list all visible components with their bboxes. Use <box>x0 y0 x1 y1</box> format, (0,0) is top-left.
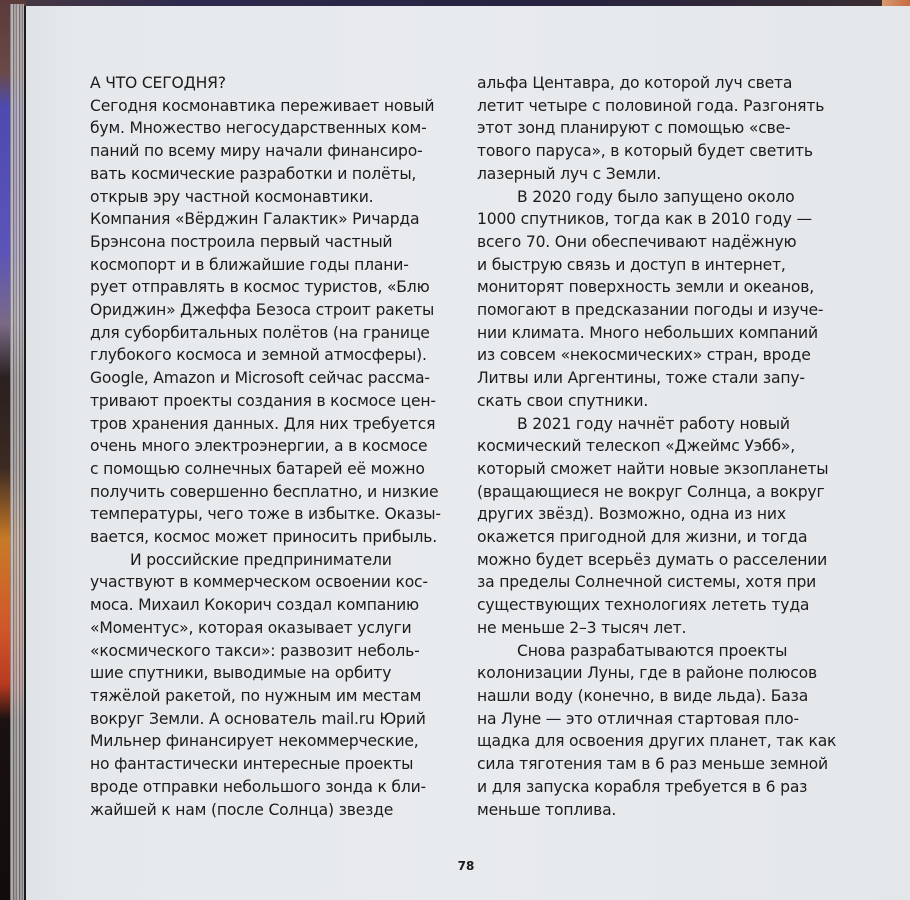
text-line: Google, Amazon и Microsoft сейчас рассма- <box>90 369 430 388</box>
text-line: меньше топлива. <box>477 800 617 819</box>
text-line: тяжёлой ракетой, по нужным им местам <box>90 686 422 705</box>
text-line: лазерный луч с Земли. <box>477 164 662 183</box>
right-column-body <box>477 72 857 821</box>
text-line: космопорт и в ближайшие годы плани- <box>90 255 409 274</box>
text-line: вроде отправки небольшого зонда к бли- <box>90 777 426 796</box>
text-line: получить совершенно бесплатно, и низкие <box>90 482 439 501</box>
text-line: скать свои спутники. <box>477 391 649 410</box>
text-line: этот зонд планируют с помощью «све- <box>477 119 791 138</box>
text-line: «Моментус», которая оказывает услуги <box>90 618 412 637</box>
right-column <box>477 72 857 821</box>
text-line: помогают в предсказании погоды и изуче- <box>477 301 824 320</box>
text-line: Литвы или Аргентины, тоже стали запу- <box>477 369 805 388</box>
text-line: можно будет всерьёз думать о расселении <box>477 550 828 569</box>
text-line: за пределы Солнечной системы, хотя при <box>477 573 817 592</box>
book-page <box>24 6 910 900</box>
text-line: тривают проекты создания в космосе цен- <box>90 391 436 410</box>
page-stack-edges <box>10 4 24 900</box>
text-line: летит четыре с половиной года. Разгонять <box>477 96 825 115</box>
text-line: Ориджин» Джеффа Безоса строит ракеты <box>90 301 435 320</box>
text-line: В 2021 году начнёт работу новый <box>517 414 790 433</box>
text-line: щадка для освоения других планет, так как <box>477 732 837 751</box>
text-line: открыв эру частной космонавтики. <box>90 187 374 206</box>
text-line: который сможет найти новые экзопланеты <box>477 459 829 478</box>
text-line: всего 70. Они обеспечивают надёжную <box>477 232 797 251</box>
text-line: шие спутники, выводимые на орбиту <box>90 664 392 683</box>
text-line: для суборбитальных полётов (на границе <box>90 323 430 342</box>
text-line: Снова разрабатываются проекты <box>517 641 788 660</box>
text-line: вается, космос может приносить прибыль. <box>90 528 438 547</box>
text-line: нашли воду (конечно, в виде льда). База <box>477 686 809 705</box>
text-line: участвуют в коммерческом освоении кос- <box>90 573 428 592</box>
text-line: не меньше 2–3 тысяч лет. <box>477 618 687 637</box>
text-line: с помощью солнечных батарей её можно <box>90 459 425 478</box>
text-line: космический телескоп «Джеймс Уэбб», <box>477 437 795 456</box>
text-line: жайшей к нам (после Солнца) звезде <box>90 800 394 819</box>
text-line: мониторят поверхность земли и океанов, <box>477 278 814 297</box>
text-line: вать космические разработки и полёты, <box>90 164 417 183</box>
text-line: рует отправлять в космос туристов, «Блю <box>90 278 430 297</box>
text-line: окажется пригодной для жизни, и тогда <box>477 528 808 547</box>
text-line: и для запуска корабля требуется в 6 раз <box>477 777 808 796</box>
text-line: (вращающиеся не вокруг Солнца, а вокруг <box>477 482 825 501</box>
text-line: альфа Центавра, до которой луч света <box>477 74 793 92</box>
section-heading: А ЧТО СЕГОДНЯ? <box>90 74 226 92</box>
text-line: 1000 спутников, тогда как в 2010 году — <box>477 210 812 229</box>
page-number: 78 <box>457 859 475 873</box>
text-line: В 2020 году было запущено около <box>517 187 795 206</box>
text-line: паний по всему миру начали финансиро- <box>90 142 423 161</box>
text-line: других звёзд). Возможно, одна из них <box>477 505 786 524</box>
text-line: бум. Множество негосударственных ком- <box>90 119 427 138</box>
text-line: Сегодня космонавтика переживает новый <box>90 96 435 115</box>
text-line: тового паруса», в который будет светить <box>477 142 813 161</box>
text-line: температуры, чего тоже в избытке. Оказы- <box>90 505 441 524</box>
left-column-body <box>90 95 470 822</box>
text-line: существующих технологиях лететь туда <box>477 596 810 615</box>
left-column <box>90 72 470 821</box>
text-line: глубокого космоса и земной атмосферы). <box>90 346 427 365</box>
text-line: моса. Михаил Кокорич создал компанию <box>90 596 419 615</box>
text-line: нии климата. Много небольших компаний <box>477 323 818 342</box>
text-line: сила тяготения там в 6 раз меньше земной <box>477 755 828 774</box>
text-line: и быструю связь и доступ в интернет, <box>477 255 786 274</box>
text-line: «космического такси»: развозит неболь- <box>90 641 420 660</box>
text-line: на Луне — это отличная стартовая пло- <box>477 709 799 728</box>
text-line: Компания «Вёрджин Галактик» Ричарда <box>90 210 420 229</box>
text-line: вокруг Земли. А основатель mail.ru Юрий <box>90 709 426 728</box>
text-line: но фантастически интересные проекты <box>90 755 414 774</box>
text-line: Брэнсона построила первый частный <box>90 232 393 251</box>
text-line: тров хранения данных. Для них требуется <box>90 414 436 433</box>
text-line: из совсем «некосмических» стран, вроде <box>477 346 811 365</box>
text-line: И российские предприниматели <box>130 550 392 569</box>
text-line: колонизации Луны, где в районе полюсов <box>477 664 817 683</box>
text-line: Мильнер финансирует некоммерческие, <box>90 732 419 751</box>
text-line: очень много электроэнергии, а в космосе <box>90 437 428 456</box>
